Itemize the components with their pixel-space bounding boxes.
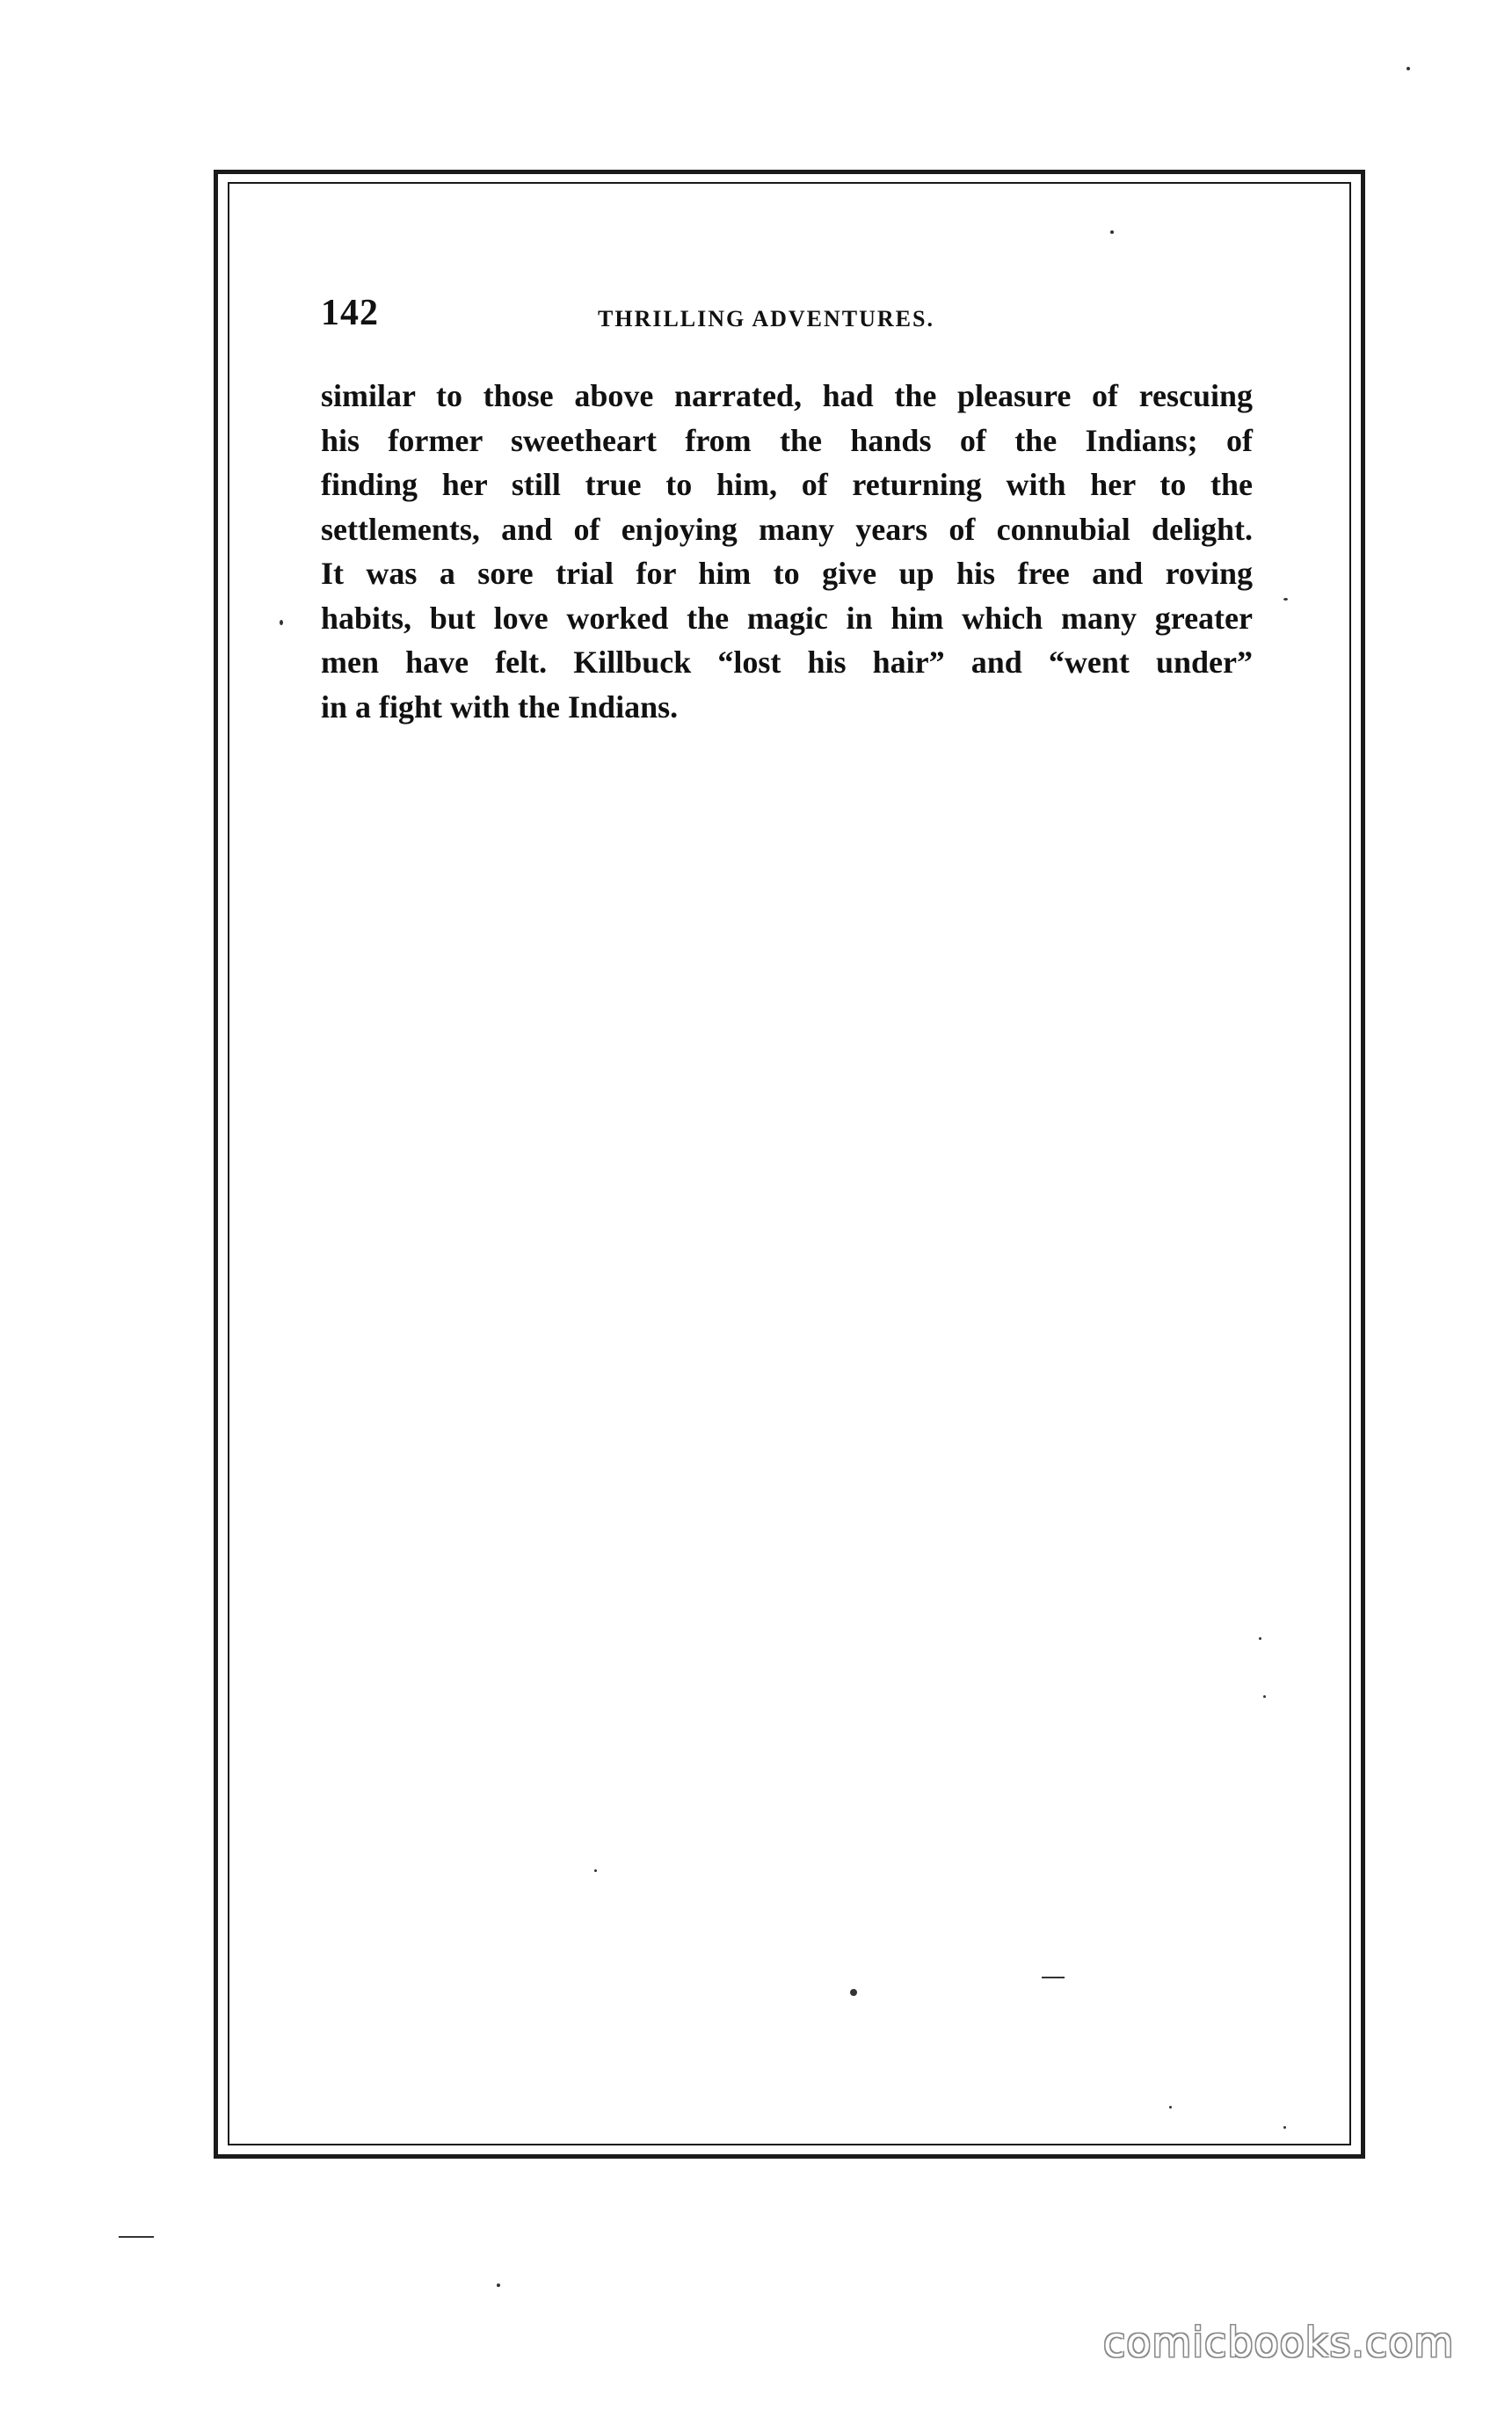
text-line: men have felt. Killbuck “lost his hair” and “went under” <box>321 645 1253 680</box>
text-line: settlements, and of enjoying many years of connubial delight. <box>321 511 1253 547</box>
scan-speck <box>497 2284 500 2287</box>
text-line: habits, but love worked the magic in him which many greater <box>321 600 1253 636</box>
text-line: in a fight with the Indians. <box>321 688 679 725</box>
scan-speck <box>1263 1695 1266 1698</box>
scan-speck <box>280 620 283 625</box>
body-paragraph <box>321 374 1253 729</box>
page-number: 142 <box>321 293 379 333</box>
scan-speck <box>1283 2126 1286 2129</box>
text-line: finding her still true to him, of returning with her to the <box>321 467 1253 502</box>
scan-speck <box>850 1989 857 1996</box>
text-line: his former sweetheart from the hands of the Indians; of <box>321 422 1253 458</box>
running-head <box>321 290 1253 343</box>
text-line: similar to those above narrated, had the pleasure of rescuing <box>321 378 1253 413</box>
watermark: comicbooks.com <box>1103 2319 1455 2366</box>
scan-speck <box>594 1869 597 1872</box>
scan-speck <box>1259 1637 1261 1640</box>
scan-speck <box>1283 598 1288 601</box>
scan-speck <box>1407 67 1410 70</box>
scan-speck <box>1110 230 1114 234</box>
scan-mark <box>1042 1977 1065 1978</box>
scan-speck <box>1169 2106 1172 2109</box>
text-line: It was a sore trial for him to give up his free and roving <box>321 556 1253 591</box>
scan-mark <box>119 2236 154 2238</box>
running-title: THRILLING ADVENTURES. <box>598 306 934 331</box>
